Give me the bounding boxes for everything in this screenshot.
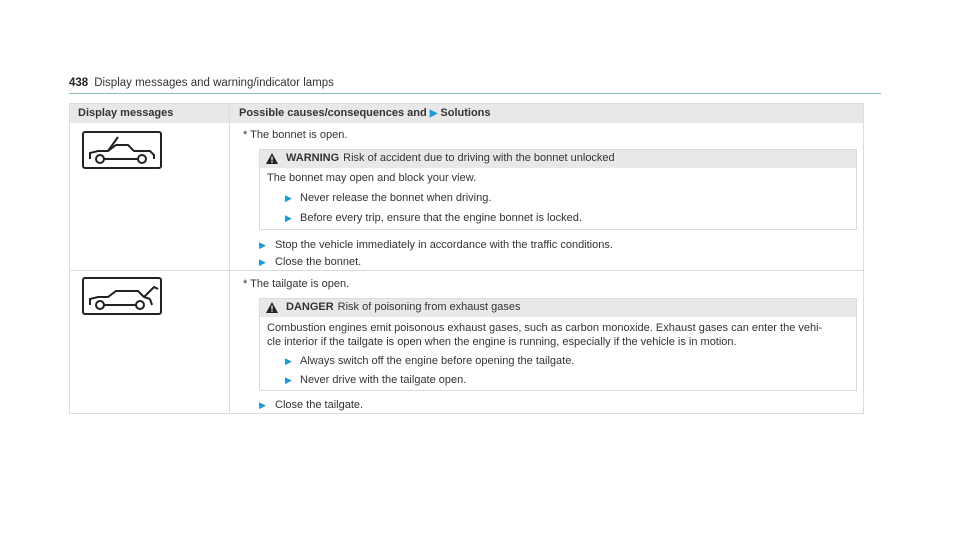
messages-table bbox=[69, 103, 864, 414]
danger-step-2: Never drive with the tailgate open. bbox=[300, 374, 467, 386]
triangle-right-icon: ▶ bbox=[285, 375, 292, 385]
row-divider bbox=[70, 270, 863, 271]
column-divider bbox=[229, 104, 230, 413]
col-display-messages: Display messages bbox=[78, 107, 174, 119]
tailgate-cause: * The tailgate is open. bbox=[243, 278, 350, 290]
triangle-right-icon: ▶ bbox=[259, 400, 266, 410]
col-solutions-label: Solutions bbox=[440, 107, 491, 119]
header-rule bbox=[69, 93, 881, 94]
danger-description-line-1: Combustion engines emit poisonous exhaust gases, such as carbon monoxide. Exhaust gases can enter the vehi- bbox=[267, 322, 823, 334]
danger-description-line-2: cle interior if the tailgate is open when the engine is running, especially if the vehicle is in motion. bbox=[267, 336, 737, 348]
bonnet-step-2: Close the bonnet. bbox=[275, 256, 362, 268]
warning-text: Risk of accident due to driving with the bonnet unlocked bbox=[343, 152, 615, 164]
danger-box bbox=[259, 298, 857, 391]
bonnet-open-icon bbox=[82, 131, 162, 169]
warning-triangle-icon bbox=[266, 302, 278, 313]
col-causes-label: Possible causes/consequences and bbox=[239, 107, 427, 119]
tailgate-step-1: Close the tailgate. bbox=[275, 399, 364, 411]
triangle-right-icon: ▶ bbox=[285, 193, 292, 203]
triangle-right-icon: ▶ bbox=[259, 240, 266, 250]
danger-step-1: Always switch off the engine before opening the tailgate. bbox=[300, 355, 575, 367]
warning-box-header bbox=[260, 150, 856, 168]
warning-box bbox=[259, 149, 857, 230]
bonnet-step-1: Stop the vehicle immediately in accordance with the traffic conditions. bbox=[275, 239, 613, 251]
danger-label: DANGER bbox=[286, 301, 334, 313]
warning-step-2: Before every trip, ensure that the engine bonnet is locked. bbox=[300, 212, 582, 224]
danger-box-header bbox=[260, 299, 856, 317]
triangle-right-icon: ▶ bbox=[259, 257, 266, 267]
warning-label: WARNING bbox=[286, 152, 340, 164]
warning-description: The bonnet may open and block your view. bbox=[267, 172, 477, 184]
page-number: 438 bbox=[69, 77, 89, 89]
table-header bbox=[70, 104, 863, 123]
triangle-right-icon: ▶ bbox=[429, 108, 438, 119]
danger-text: Risk of poisoning from exhaust gases bbox=[337, 301, 521, 313]
page-header bbox=[69, 77, 334, 89]
danger-title bbox=[286, 301, 521, 313]
col-causes-solutions bbox=[239, 107, 491, 119]
warning-step-1: Never release the bonnet when driving. bbox=[300, 192, 492, 204]
triangle-right-icon: ▶ bbox=[285, 356, 292, 366]
tailgate-open-icon bbox=[82, 277, 162, 315]
page-title: Display messages and warning/indicator lamps bbox=[94, 77, 334, 89]
warning-triangle-icon bbox=[266, 153, 278, 164]
warning-title bbox=[286, 152, 615, 164]
bonnet-cause: * The bonnet is open. bbox=[243, 129, 348, 141]
triangle-right-icon: ▶ bbox=[285, 213, 292, 223]
